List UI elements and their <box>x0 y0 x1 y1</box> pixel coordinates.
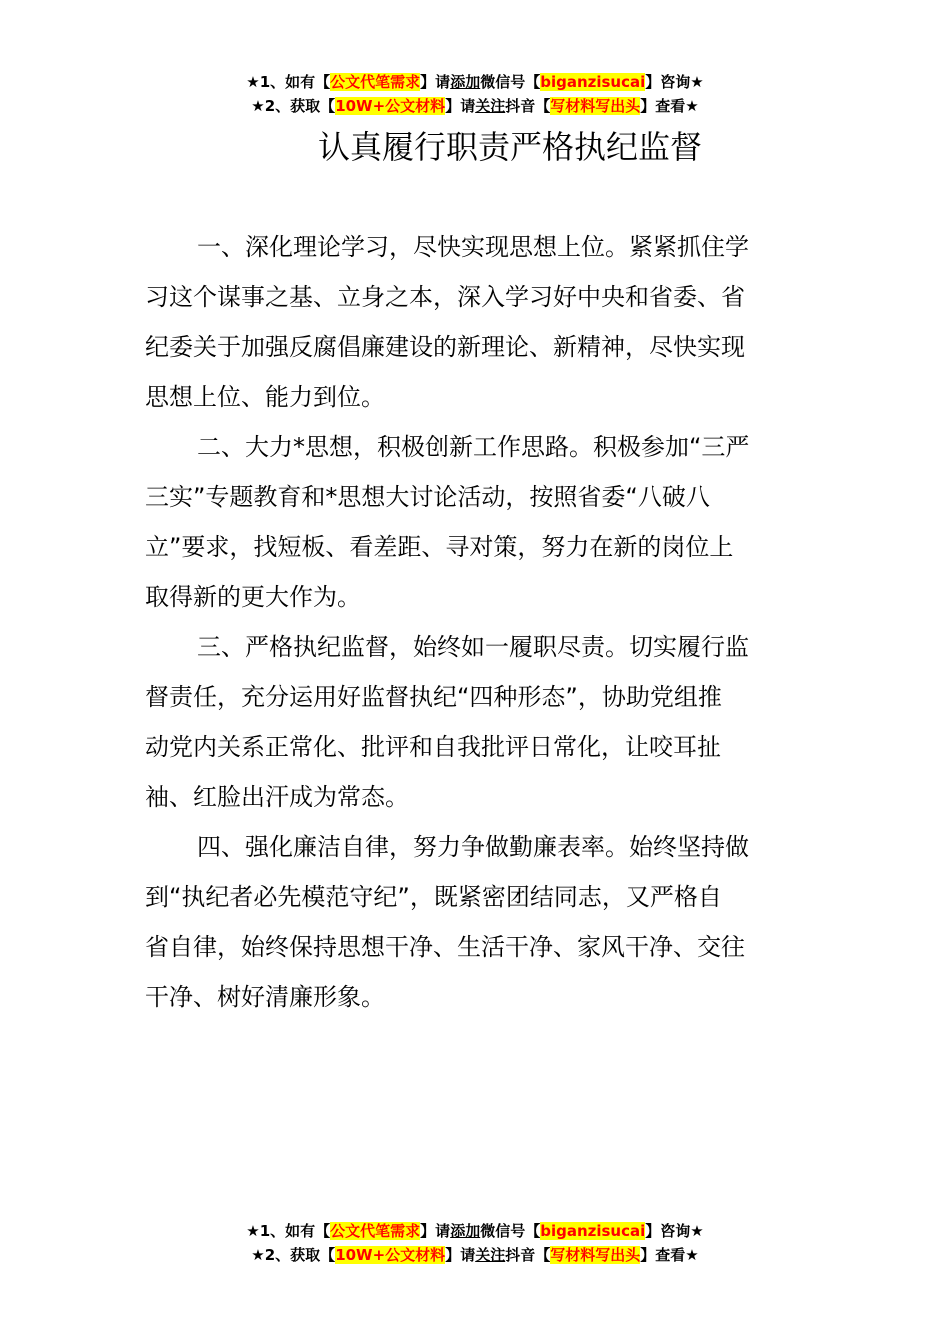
footer-line-2 <box>0 1243 950 1267</box>
footer-line-1-prefix: ★1、如有【 <box>246 1222 331 1240</box>
paragraph-2 <box>145 422 807 622</box>
paragraph-line: 纪委关于加强反腐倡廉建设的新理论、新精神，尽快实现 <box>145 333 745 361</box>
banner-line-1 <box>0 70 950 94</box>
banner-line-1-highlight-service: 公文代笔需求 <box>330 73 421 91</box>
footer-line-1 <box>0 1219 950 1243</box>
paragraph-line: 干净、树好清廉形象。 <box>145 983 385 1011</box>
footer-line-2-suffix: 】查看★ <box>640 1246 699 1264</box>
footer-line-1-mid: 】请 <box>420 1222 451 1240</box>
paragraph-line: 四、强化廉洁自律，努力争做勤廉表率。始终坚持做 <box>197 833 749 861</box>
paragraph-line: 到“执纪者必先模范守纪”，既紧密团结同志，又严格自 <box>145 883 722 911</box>
banner-line-2-highlight-materials: 10W+公文材料 <box>335 97 446 115</box>
paragraph-line: 立”要求，找短板、看差距、寻对策，努力在新的岗位上 <box>145 533 734 561</box>
footer-line-2-highlight-douyin: 写材料写出头 <box>550 1246 641 1264</box>
header-banner <box>0 70 950 118</box>
banner-line-1-mid: 】请 <box>420 73 451 91</box>
paragraph-line: 三实”专题教育和*思想大讨论活动，按照省委“八破八 <box>145 483 710 511</box>
paragraph-3 <box>145 622 807 822</box>
footer-line-2-prefix: ★2、获取【 <box>251 1246 336 1264</box>
footer-line-2-mid-2: 抖音【 <box>505 1246 551 1264</box>
document-body <box>145 222 807 1022</box>
footer-line-2-highlight-materials: 10W+公文材料 <box>335 1246 446 1264</box>
paragraph-4 <box>145 822 807 1022</box>
paragraph-line: 动党内关系正常化、批评和自我批评日常化，让咬耳扯 <box>145 733 721 761</box>
paragraph-line: 一、深化理论学习，尽快实现思想上位。紧紧抓住学 <box>197 233 749 261</box>
banner-line-1-suffix: 】咨询★ <box>645 73 704 91</box>
footer-line-2-mid: 】请 <box>445 1246 476 1264</box>
banner-line-2-emphasis: 关注 <box>475 97 506 115</box>
paragraph-1 <box>145 222 807 422</box>
banner-line-2-mid: 】请 <box>445 97 476 115</box>
paragraph-line: 取得新的更大作为。 <box>145 583 361 611</box>
footer-line-2-emphasis: 关注 <box>475 1246 506 1264</box>
paragraph-line: 省自律，始终保持思想干净、生活干净、家风干净、交往 <box>145 933 745 961</box>
paragraph-line: 习这个谋事之基、立身之本，深入学习好中央和省委、省 <box>145 283 745 311</box>
banner-line-2-mid-2: 抖音【 <box>505 97 551 115</box>
paragraph-line: 思想上位、能力到位。 <box>145 383 385 411</box>
footer-line-1-mid-2: 微信号【 <box>480 1222 541 1240</box>
banner-line-2-prefix: ★2、获取【 <box>251 97 336 115</box>
banner-line-1-emphasis: 添加 <box>450 73 481 91</box>
document-title: 认真履行职责严格执纪监督 <box>317 128 702 166</box>
paragraph-line: 督责任，充分运用好监督执纪“四种形态”，协助党组推 <box>145 683 722 711</box>
footer-line-1-suffix: 】咨询★ <box>645 1222 704 1240</box>
paragraph-line: 三、严格执纪监督，始终如一履职尽责。切实履行监 <box>197 633 749 661</box>
footer-banner <box>0 1219 950 1267</box>
banner-line-1-mid-2: 微信号【 <box>480 73 541 91</box>
paragraph-line: 二、大力*思想，积极创新工作思路。积极参加“三严 <box>197 433 750 461</box>
footer-line-1-highlight-wechat: biganzisucai <box>540 1222 646 1240</box>
banner-line-1-prefix: ★1、如有【 <box>246 73 331 91</box>
banner-line-1-highlight-wechat: biganzisucai <box>540 73 646 91</box>
banner-line-2-suffix: 】查看★ <box>640 97 699 115</box>
paragraph-line: 袖、红脸出汗成为常态。 <box>145 783 409 811</box>
footer-line-1-highlight-service: 公文代笔需求 <box>330 1222 421 1240</box>
banner-line-2 <box>0 94 950 118</box>
footer-line-1-emphasis: 添加 <box>450 1222 481 1240</box>
banner-line-2-highlight-douyin: 写材料写出头 <box>550 97 641 115</box>
